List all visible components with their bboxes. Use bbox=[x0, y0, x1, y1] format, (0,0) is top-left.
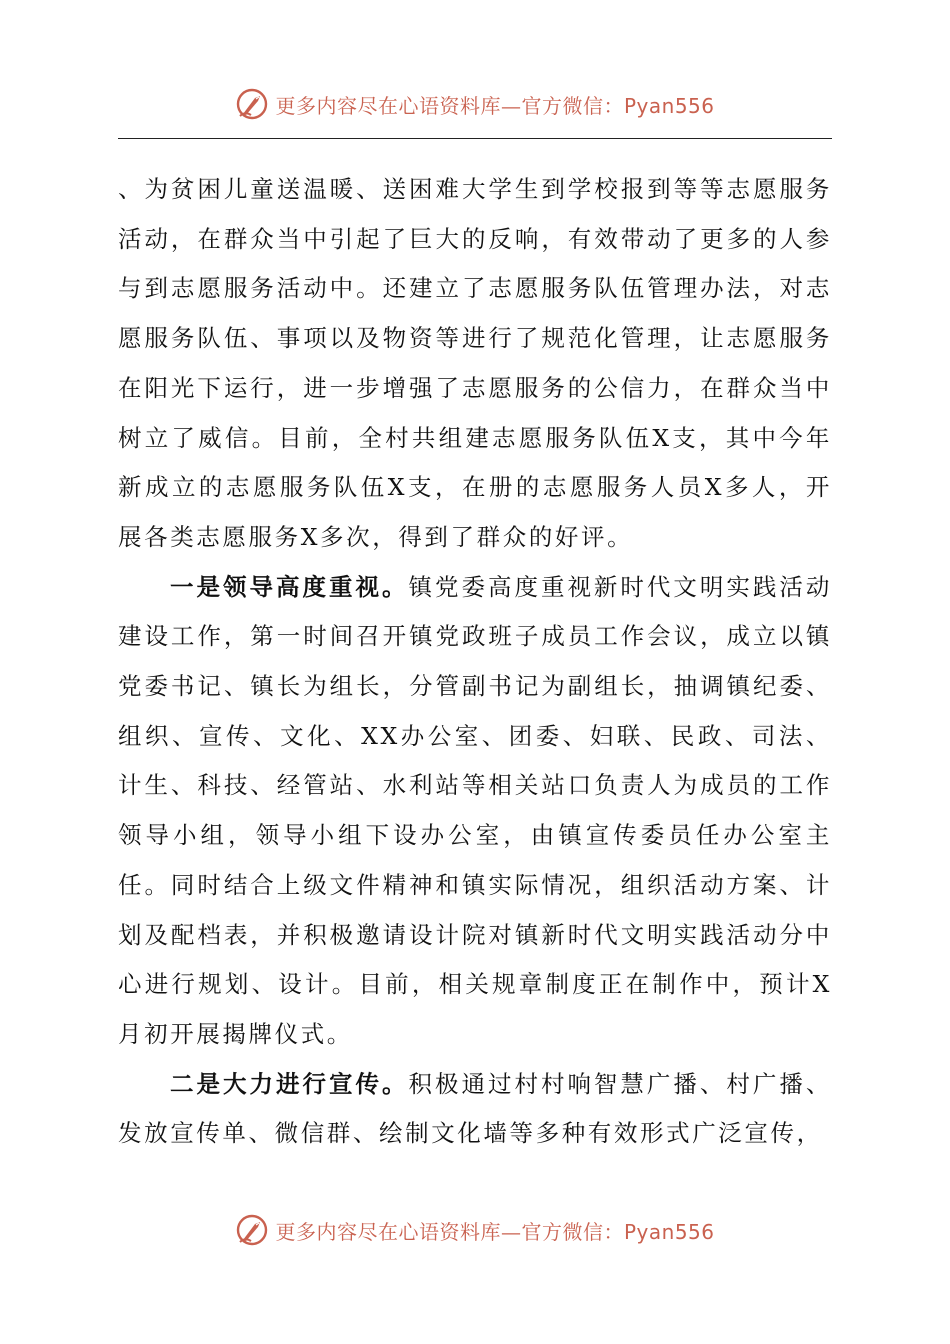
header-banner-text: 更多内容尽在心语资料库—官方微信：Pyan556 bbox=[275, 93, 715, 118]
footer-banner bbox=[0, 1208, 950, 1252]
paragraph-3-text: 积极通过村村响智慧广播、村广播、发放宣传单、微信群、绘制文化墙等多种有效形式广泛宣传， bbox=[118, 1069, 832, 1148]
document-body bbox=[118, 165, 832, 1159]
paragraph-3 bbox=[118, 1060, 832, 1159]
header-banner bbox=[0, 82, 950, 126]
paragraph-1: 、为贫困儿童送温暖、送困难大学生到学校报到等等志愿服务活动，在群众当中引起了巨大的反响，有效带动了更多的人参与到志愿服务活动中。还建立了志愿服务队伍管理办法，对志愿服务队伍、事项以及物资等进行了规范化管理，让志愿服务在阳光下运行，进一步增强了志愿服务的公信力，在群众当中树立了威信。目前，全村共组建志愿服务队伍X支，其中今年新成立的志愿服务队伍X支，在册的志愿服务人员X多人，开展各类志愿服务X多次，得到了群众的好评。 bbox=[118, 175, 832, 551]
pen-nib-logo-icon bbox=[235, 87, 269, 121]
header-banner-content bbox=[235, 87, 714, 121]
paragraph-2-text: 镇党委高度重视新时代文明实践活动建设工作，第一时间召开镇党政班子成员工作会议，成立以镇党委书记、镇长为组长，分管副书记为副组长，抽调镇纪委、组织、宣传、文化、XX办公室、团委、妇联、民政、司法、计生、科技、经管站、水利站等相关站口负责人为成员的工作领导小组，领导小组下设办公室，由镇宣传委员任办公室主任。同时结合上级文件精神和镇实际情况，组织活动方案、计划及配档表，并积极邀请设计院对镇新时代文明实践活动分中心进行规划、设计。目前，相关规章制度正在制作中，预计X月初开展揭牌仪式。 bbox=[118, 572, 832, 1048]
header-divider bbox=[118, 138, 832, 139]
paragraph-2 bbox=[118, 563, 832, 1060]
paragraph-3-lead: 二是大力进行宣传。 bbox=[170, 1069, 409, 1098]
pen-nib-logo-icon bbox=[235, 1213, 269, 1247]
footer-banner-text: 更多内容尽在心语资料库—官方微信：Pyan556 bbox=[275, 1219, 715, 1244]
footer-banner-content bbox=[235, 1213, 714, 1247]
paragraph-2-lead: 一是领导高度重视。 bbox=[170, 572, 409, 601]
